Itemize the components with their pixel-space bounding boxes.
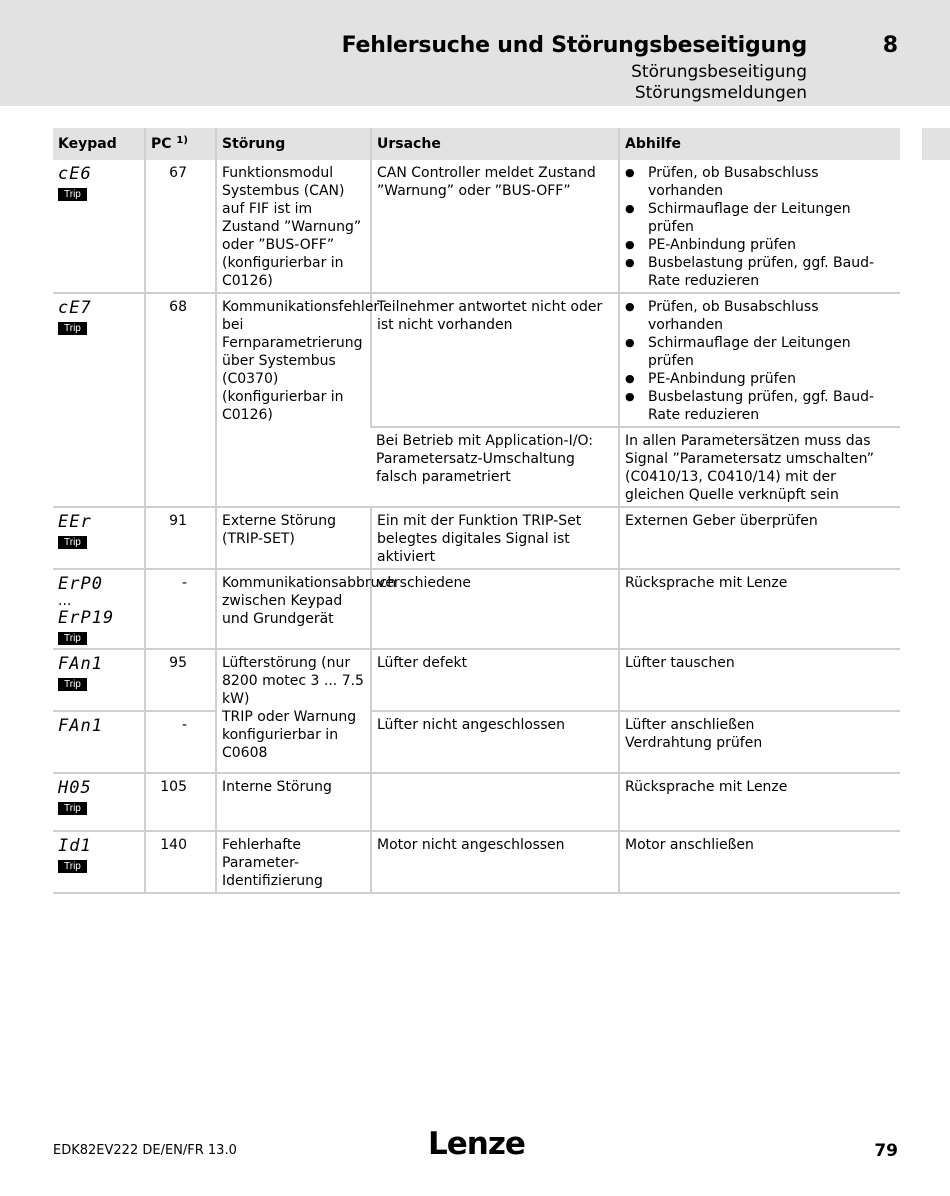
table-row xyxy=(53,711,900,773)
ursache-text: Teilnehmer antwortet nicht oder ist nicht vorhanden xyxy=(371,293,619,427)
error-code: cE6 xyxy=(58,164,92,184)
keypad-cell xyxy=(53,293,145,507)
abhilfe-list xyxy=(625,298,896,424)
abhilfe-text: Rücksprache mit Lenze xyxy=(619,569,900,649)
ursache-text: Ein mit der Funktion TRIP-Set belegtes digitales Signal ist aktiviert xyxy=(371,507,619,569)
keypad-cell xyxy=(53,569,145,649)
subsection-subtitle: Störungsmeldungen xyxy=(634,83,807,103)
stoerung-text: Externe Störung (TRIP-SET) xyxy=(216,507,371,569)
pc-value: 68 xyxy=(145,293,216,507)
error-code: FAn1 xyxy=(58,716,103,736)
keypad-cell xyxy=(53,831,145,893)
list-item: ● PE-Anbindung prüfen xyxy=(625,370,896,388)
table-row xyxy=(53,831,900,893)
list-item: ● Schirmauflage der Leitungen prüfen xyxy=(625,334,896,370)
abhilfe-cell xyxy=(619,711,900,773)
stoerung-line: TRIP oder Warnung konfigurierbar in C0608 xyxy=(222,709,357,761)
table-row xyxy=(53,569,900,649)
trip-badge: Trip xyxy=(58,322,87,335)
error-code: EEr xyxy=(58,512,92,532)
error-code: ErP0 xyxy=(58,574,103,594)
list-item: ● Prüfen, ob Busabschluss vorhanden xyxy=(625,298,896,334)
error-code: cE7 xyxy=(58,298,92,318)
keypad-cell xyxy=(53,649,145,711)
trip-badge: Trip xyxy=(58,188,87,201)
ursache-text xyxy=(371,773,619,831)
range-dots: ... xyxy=(58,593,72,609)
stoerung-text: Fehlerhafte Parameter-Identifizierung xyxy=(216,831,371,893)
stoerung-text: Kommunikationsfehler bei Fernparametrierung über Systembus (C0370) (konfigurierbar in C0126) xyxy=(216,293,371,507)
error-code: ErP19 xyxy=(58,608,115,628)
abhilfe-cell xyxy=(619,160,900,293)
pc-value: 105 xyxy=(145,773,216,831)
ursache-text: Lüfter defekt xyxy=(371,649,619,711)
stoerung-text: Funktionsmodul Systembus (CAN) auf FIF ist im Zustand ”Warnung” oder ”BUS-OFF” (konfigurierbar in C0126) xyxy=(216,160,371,293)
ursache-text: CAN Controller meldet Zustand ”Warnung” oder ”BUS-OFF” xyxy=(371,160,619,293)
section-subtitle: Störungsbeseitigung xyxy=(631,62,807,82)
chapter-number: 8 xyxy=(882,33,898,58)
trip-badge: Trip xyxy=(58,802,87,815)
list-item: ● Busbelastung prüfen, ggf. Baud-Rate reduzieren xyxy=(625,388,896,424)
ursache-text: Lüfter nicht angeschlossen xyxy=(371,711,619,773)
stoerung-line: Lüfterstörung (nur 8200 motec 3 ... 7.5 kW) xyxy=(222,655,364,707)
trip-badge: Trip xyxy=(58,632,87,645)
abhilfe-text: Lüfter tauschen xyxy=(619,649,900,711)
keypad-cell xyxy=(53,773,145,831)
column-header-keypad: Keypad xyxy=(53,128,145,160)
chapter-side-tab xyxy=(922,128,950,160)
table-row xyxy=(53,160,900,293)
document-id: EDK82EV222 DE/EN/FR 13.0 xyxy=(53,1143,237,1158)
list-item: ● Prüfen, ob Busabschluss vorhanden xyxy=(625,164,896,200)
column-header-pc: PC $^{1)}$ xyxy=(145,128,216,160)
page-number: 79 xyxy=(874,1141,898,1161)
list-item: ● Schirmauflage der Leitungen prüfen xyxy=(625,200,896,236)
error-code: Id1 xyxy=(58,836,92,856)
error-code: H05 xyxy=(58,778,92,798)
pc-value: 95 xyxy=(145,649,216,711)
ursache-text: Bei Betrieb mit Application-I/O: Parametersatz-Umschaltung falsch parametriert xyxy=(371,427,619,507)
list-item: ● PE-Anbindung prüfen xyxy=(625,236,896,254)
abhilfe-line: Lüfter anschließen xyxy=(625,717,755,733)
footnote-marker: 1) xyxy=(176,135,188,146)
page-title: Fehlersuche und Störungsbeseitigung xyxy=(341,33,807,58)
error-message-table xyxy=(53,128,900,894)
ursache-text: verschiedene xyxy=(371,569,619,649)
abhilfe-cell xyxy=(619,293,900,427)
abhilfe-list xyxy=(625,164,896,290)
keypad-cell xyxy=(53,160,145,293)
column-header-ursache: Ursache xyxy=(371,128,619,160)
abhilfe-text: Motor anschließen xyxy=(619,831,900,893)
column-header-stoerung: Störung xyxy=(216,128,371,160)
error-code: FAn1 xyxy=(58,654,103,674)
stoerung-text xyxy=(216,649,371,773)
trip-badge: Trip xyxy=(58,860,87,873)
trip-badge: Trip xyxy=(58,678,87,691)
pc-value: 140 xyxy=(145,831,216,893)
abhilfe-text: Rücksprache mit Lenze xyxy=(619,773,900,831)
pc-value: 91 xyxy=(145,507,216,569)
keypad-cell xyxy=(53,711,145,773)
stoerung-text: Interne Störung xyxy=(216,773,371,831)
pc-value: - xyxy=(145,569,216,649)
column-header-abhilfe: Abhilfe xyxy=(619,128,900,160)
pc-value: 67 xyxy=(145,160,216,293)
abhilfe-line: Verdrahtung prüfen xyxy=(625,735,763,751)
table-row xyxy=(53,649,900,711)
keypad-cell xyxy=(53,507,145,569)
ursache-text: Motor nicht angeschlossen xyxy=(371,831,619,893)
table-row xyxy=(53,293,900,427)
lenze-logo: Lenze xyxy=(428,1126,525,1162)
abhilfe-text: In allen Parametersätzen muss das Signal ”Parametersatz umschalten” (C0410/13, C0410/14) mit der gleichen Quelle verknüpft sein xyxy=(619,427,900,507)
table-header-row xyxy=(53,128,900,160)
trip-badge: Trip xyxy=(58,536,87,549)
table-row xyxy=(53,507,900,569)
stoerung-text: Kommunikationsabbruch zwischen Keypad und Grundgerät xyxy=(216,569,371,649)
table-row xyxy=(53,773,900,831)
list-item: ● Busbelastung prüfen, ggf. Baud-Rate reduzieren xyxy=(625,254,896,290)
pc-value: - xyxy=(145,711,216,773)
abhilfe-text: Externen Geber überprüfen xyxy=(619,507,900,569)
